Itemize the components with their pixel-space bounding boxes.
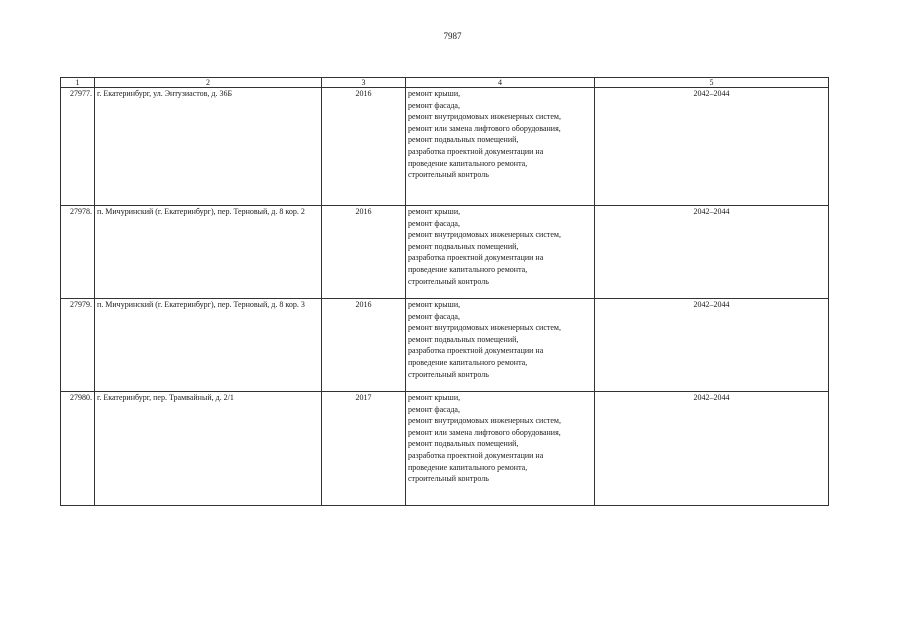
work-item: строительный контроль [408,170,489,180]
table-row [61,206,829,299]
column-header-works: 4 [406,78,595,88]
work-item: ремонт или замена лифтового оборудования, [408,427,561,437]
work-item: проведение капитального ремонта, [408,357,528,367]
work-item: проведение капитального ремонта, [408,158,528,168]
table-row [61,299,829,392]
work-item: разработка проектной документации на [408,346,544,356]
work-item: ремонт подвальных помещений, [408,241,519,251]
row-year: 2016 [322,206,406,299]
row-address: г. Екатеринбург, ул. Энтузиастов, д. 36Б [95,88,322,206]
row-works [406,299,595,392]
row-year: 2017 [322,392,406,506]
row-address: г. Екатеринбург, пер. Трамвайный, д. 2/1 [95,392,322,506]
column-header-year: 3 [322,78,406,88]
work-item: разработка проектной документации на [408,450,544,460]
row-works [406,392,595,506]
work-item: разработка проектной документации на [408,253,544,263]
row-period: 2042–2044 [595,206,829,299]
work-item: ремонт фасада, [408,311,460,321]
work-item: ремонт фасада, [408,404,460,414]
column-header-address: 2 [95,78,322,88]
capital-repair-table [60,77,829,506]
row-period: 2042–2044 [595,392,829,506]
work-item: ремонт внутридомовых инженерных систем, [408,416,561,426]
row-number: 27979. [61,299,95,392]
work-item: ремонт крыши, [408,89,461,98]
row-period: 2042–2044 [595,299,829,392]
work-item: ремонт крыши, [408,300,461,309]
work-item: ремонт внутридомовых инженерных систем, [408,112,561,122]
work-item: ремонт крыши, [408,207,461,216]
row-number: 27977. [61,88,95,206]
work-item: ремонт внутридомовых инженерных систем, [408,230,561,240]
work-item: разработка проектной документации на [408,146,544,156]
row-year: 2016 [322,299,406,392]
work-item: ремонт крыши, [408,393,461,402]
row-number: 27978. [61,206,95,299]
work-item: ремонт подвальных помещений, [408,135,519,145]
work-item: строительный контроль [408,474,489,484]
work-item: ремонт или замена лифтового оборудования, [408,123,561,133]
work-item: ремонт внутридомовых инженерных систем, [408,323,561,333]
row-number: 27980. [61,392,95,506]
work-item: строительный контроль [408,369,489,379]
table-row [61,392,829,506]
work-item: проведение капитального ремонта, [408,462,528,472]
row-year: 2016 [322,88,406,206]
work-item: ремонт подвальных помещений, [408,334,519,344]
row-works [406,88,595,206]
row-address: п. Мичуринский (г. Екатеринбург), пер. Терновый, д. 8 кор. 2 [95,206,322,299]
work-item: строительный контроль [408,276,489,286]
page-number: 7987 [443,31,462,41]
work-item: ремонт фасада, [408,218,460,228]
row-address: п. Мичуринский (г. Екатеринбург), пер. Терновый, д. 8 кор. 3 [95,299,322,392]
work-item: проведение капитального ремонта, [408,264,528,274]
table-row [61,88,829,206]
row-period: 2042–2044 [595,88,829,206]
work-item: ремонт подвальных помещений, [408,439,519,449]
work-item: ремонт фасада, [408,100,460,110]
row-works [406,206,595,299]
table-header-row [61,78,829,88]
column-header-number: 1 [61,78,95,88]
column-header-period: 5 [595,78,829,88]
